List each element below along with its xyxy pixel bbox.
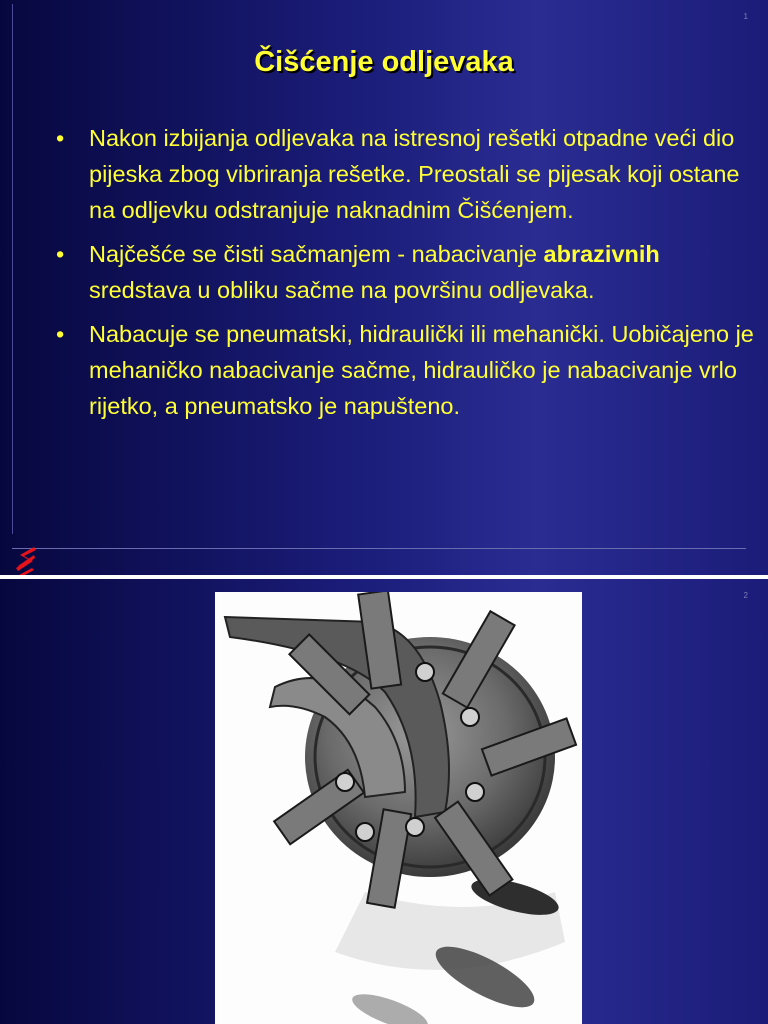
slide-title: Čišćenje odljevaka: [254, 46, 514, 78]
bullet-item: [56, 316, 756, 424]
bullet-text: Nabacuje se pneumatski, hidraulički ili mehanički. Uobičajeno je mehaničko nabacivanje sačme, hidrauličko je nabacivanje vrlo rijetko, a pneumatsko je napušteno.: [89, 321, 754, 419]
bullet-dot: •: [56, 125, 65, 151]
shot-blasting-turbine-image: [215, 592, 582, 1024]
turbine-drawing: [215, 592, 582, 1024]
logo-icon: [14, 546, 36, 575]
bullet-text: Nakon izbijanja odljevaka na istresnoj rešetki otpadne veći dio pijeska zbog vibriranja rešetke. Preostali se pijesak koji ostane na odljevku odstranjuje naknadnim Čišćenjem.: [89, 125, 740, 223]
slide-number: 1: [743, 12, 748, 21]
bullet-item: [56, 236, 756, 308]
bullet-item: [56, 120, 756, 228]
slide-2: [0, 579, 768, 1024]
slide-number: 2: [743, 591, 748, 600]
bullet-dot: •: [56, 321, 65, 347]
bullet-text-part: sredstava u obliku sačme na površinu odljevaka.: [89, 277, 595, 303]
bullet-list: [56, 120, 756, 432]
bullet-text-part: Najčešće se čisti sačmanjem - nabacivanje: [89, 241, 544, 267]
bullet-dot: •: [56, 241, 65, 267]
bullet-text-bold: abrazivnih: [543, 241, 660, 267]
frame-line-vertical: [12, 4, 13, 534]
frame-line-horizontal: [12, 548, 746, 549]
